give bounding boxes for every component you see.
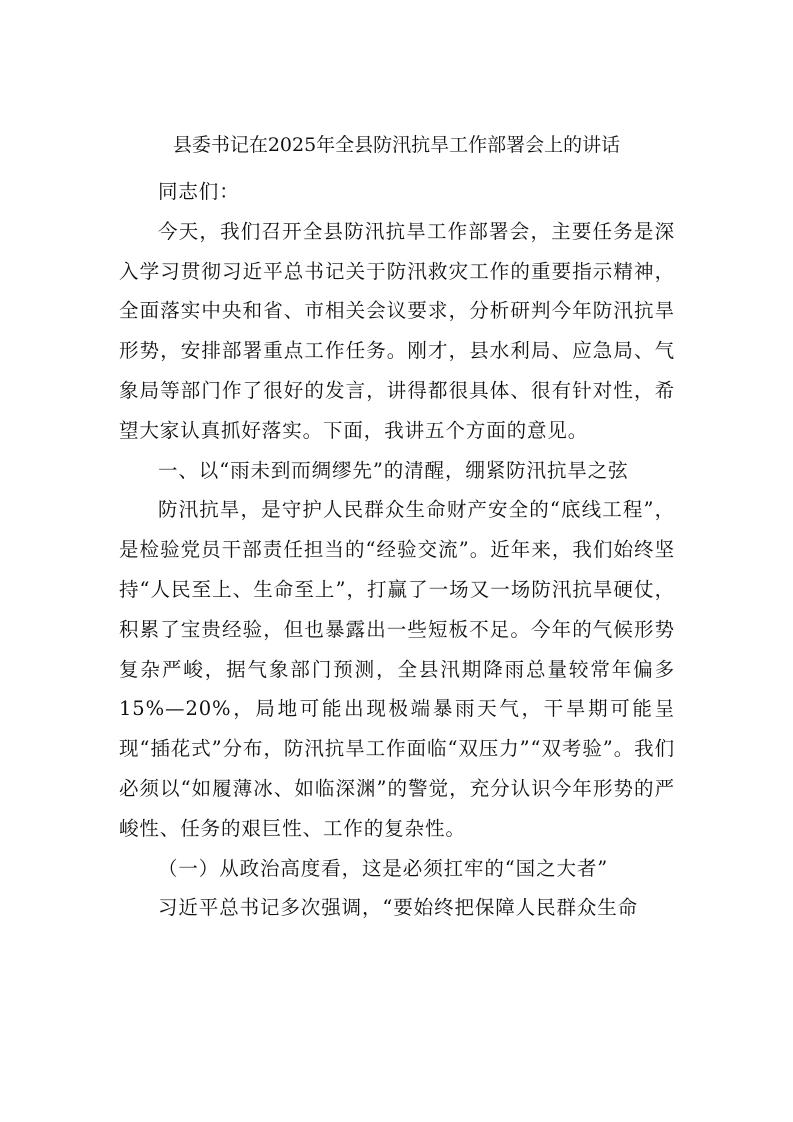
document-title: 县委书记在2025年全县防汛抗旱工作部署会上的讲话 [172,134,621,156]
paragraph-intro: 今天，我们召开全县防汛抗旱工作部署会，主要任务是深入学习贯彻习近平总书记关于防汛救灾工作的重要指示精神，全面落实中央和省、市相关会议要求，分析研判今年防汛抗旱形势，安排部署重点工作任务。刚才，县水利局、应急局、气象局等部门作了很好的发言，讲得都很具体、很有针对性，希望大家认真抓好落实。下面，我讲五个方面的意见。 [119,219,675,442]
paragraph-subsection-1: 习近平总书记多次强调，“要始终把保障人民群众生命 [158,896,639,920]
section-heading-1: 一、以“雨未到而绸缪先”的清醒，绷紧防汛抗旱之弦 [158,458,629,482]
document-body [119,168,675,928]
salutation: 同志们： [158,180,240,203]
paragraph-section-1: 防汛抗旱，是守护人民群众生命财产安全的“底线工程”，是检验党员干部责任担当的“经验交流”。近年来，我们始终坚持“人民至上、生命至上”，打赢了一场又一场防汛抗旱硬仗，积累了宝贵经验，但也暴露出一些短板不足。今年的气候形势复杂严峻，据气象部门预测，全县汛期降雨总量较常年偏多15%—20%，局地可能出现极端暴雨天气，干旱期可能呈现“插花式”分布，防汛抗旱工作面临“双压力”“双考验”。我们必须以“如履薄冰、如临深渊”的警觉，充分认识今年形势的严峻性、任务的艰巨性、工作的复杂性。 [119,498,675,840]
subsection-heading-1: （一）从政治高度看，这是必须扛牢的“国之大者” [158,856,609,880]
